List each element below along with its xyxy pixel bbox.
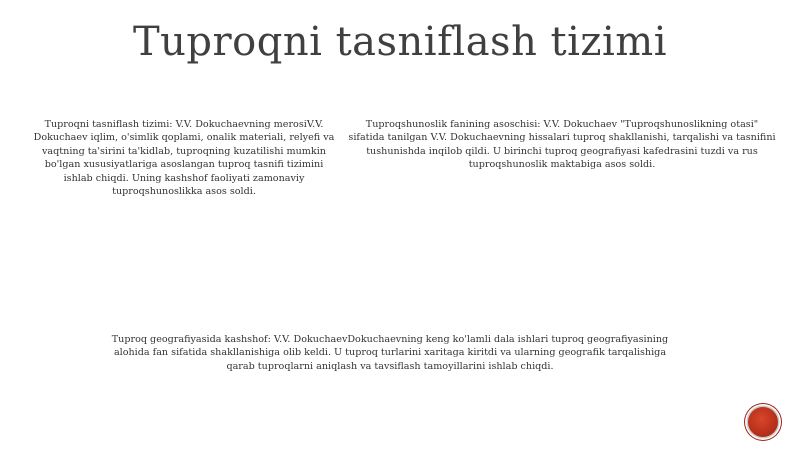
text-block-classification: Tuproqni tasniflash tizimi: V.V. Dokuchaevning merosiV.V. Dokuchaev iqlim, o'simlik qoplami, onalik materiali, relyefi va vaqtning ta'sirini ta'kidlab, tuproqning kuzatilishi mumkin bo'lgan xususiyatlariga asoslangan tuproq tasnifi tizimini ishlab chiqdi. Uning kashshof faoliyati zamonaviy tuproqshunoslikka asos soldi. (33, 119, 335, 198)
text-block-founder: Tuproqshunoslik fanining asoschisi: V.V. Dokuchaev "Tuproqshunoslikning otasi" sifatida tanilgan V.V. Dokuchaevning hissalari tuproq shakllanishi, tarqalishi va tasnifini tushunishda inqilob qildi. U birinchi tuproq geografiyasi kafedrasini tuzdi va rus tuproqshunoslik maktabiga asos soldi. (348, 119, 776, 171)
slide-title: Tuproqni tasniflash tizimi (132, 19, 668, 65)
next-slide-circle-icon[interactable] (748, 407, 778, 437)
text-block-pioneer: Tuproq geografiyasida kashshof: V.V. DokuchaevDokuchaevning keng ko'lamli dala ishlari tuproq geografiyasining alohida fan sifatida shakllanishiga olib keldi. U tuproq turlarini xaritaga kiritdi va ularning geografik tarqalishiga qarab tuproqlarni aniqlash va tavsiflash tamoyillarini ishlab chiqdi. (111, 334, 669, 372)
